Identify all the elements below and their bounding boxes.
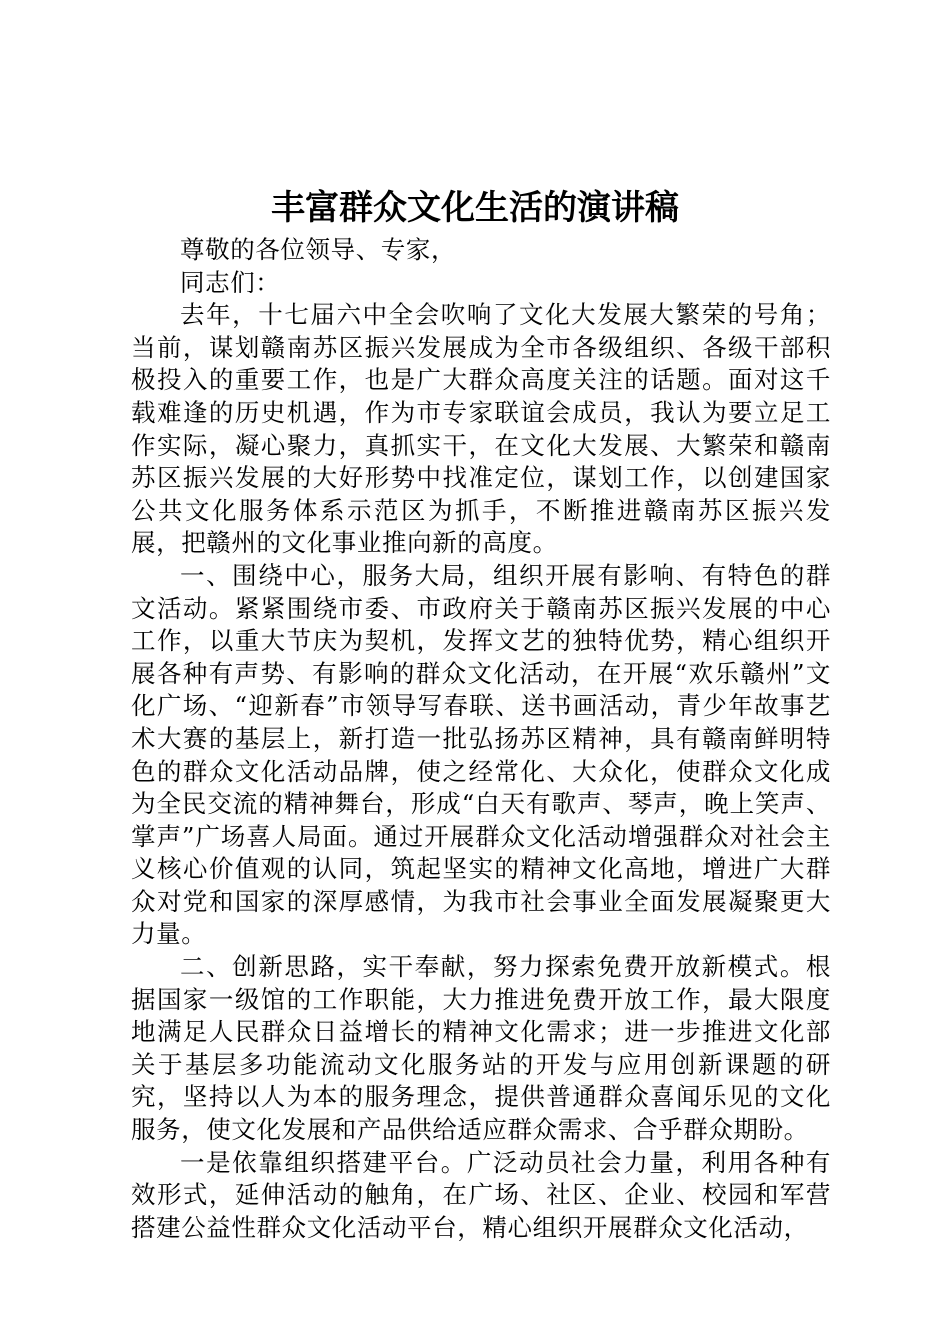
body-paragraph: 二、创新思路，实干奉献，努力探索免费开放新模式。根据国家一级馆的工作职能，大力推进免费开放工作，最大限度地满足人民群众日益增长的精神文化需求；进一步推进文化部关于基层多功能流动文化服务站的开发与应用创新课题的研究，坚持以人为本的服务理念，提供普通群众喜闻乐见的文化服务，使文化发展和产品供给适应群众需求、合乎群众期盼。 [131,952,831,1145]
document-title: 丰富群众文化生活的演讲稿 [271,188,679,228]
body-paragraph: 一是依靠组织搭建平台。广泛动员社会力量，利用各种有效形式，延伸活动的触角，在广场、社区、企业、校园和军营搭建公益性群众文化活动平台，精心组织开展群众文化活动， [131,1147,831,1242]
salutation-line: 同志们： [180,267,281,297]
body-paragraph: 去年，十七届六中全会吹响了文化大发展大繁荣的号角；当前，谋划赣南苏区振兴发展成为全市各级组织、各级干部积极投入的重要工作，也是广大群众高度关注的话题。面对这千载难逢的历史机遇，作为市专家联谊会成员，我认为要立足工作实际，凝心聚力，真抓实干，在文化大发展、大繁荣和赣南苏区振兴发展的大好形势中找准定位，谋划工作，以创建国家公共文化服务体系示范区为抓手，不断推进赣南苏区振兴发展，把赣州的文化事业推向新的高度。 [131,300,831,558]
document-body [131,234,831,1244]
salutation-line: 尊敬的各位领导、专家， [180,235,457,264]
body-paragraph: 一、围绕中心，服务大局，组织开展有影响、有特色的群文活动。紧紧围绕市委、市政府关于赣南苏区振兴发展的中心工作，以重大节庆为契机，发挥文艺的独特优势，精心组织开展各种有声势、有影响的群众文化活动，在开展“欢乐赣州”文化广场、“迎新春”市领导写春联、送书画活动，青少年故事艺术大赛的基层上，新打造一批弘扬苏区精神，具有赣南鲜明特色的群众文化活动品牌，使之经常化、大众化，使群众文化成为全民交流的精神舞台，形成“白天有歌声、琴声，晚上笑声、掌声”广场喜人局面。通过开展群众文化活动增强群众对社会主义核心价值观的认同，筑起坚实的精神文化高地，增进广大群众对党和国家的深厚感情，为我市社会事业全面发展凝聚更大力量。 [131,560,831,949]
